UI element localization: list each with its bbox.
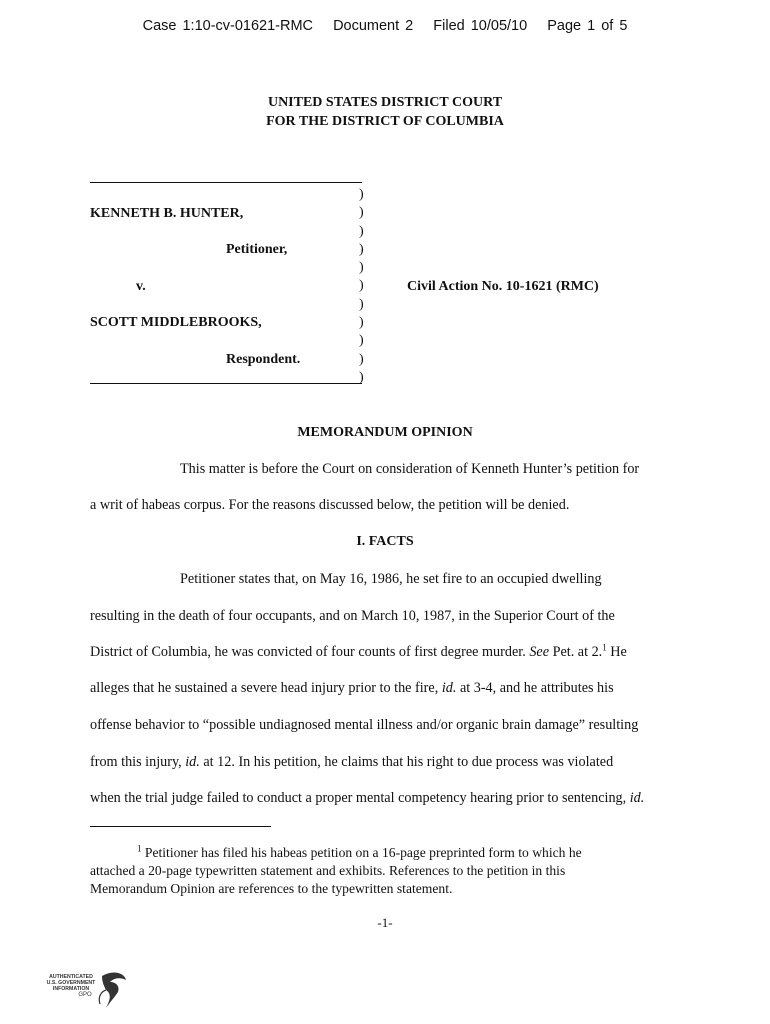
facts-line-1: Petitioner states that, on May 16, 1986, he set fire to an occupied dwelling [180, 571, 602, 587]
cite-id: id. [185, 754, 200, 770]
facts-line-7 [90, 790, 670, 807]
cite-id: id. [629, 790, 645, 806]
facts-line-5: offense behavior to “possible undiagnosed mental illness and/or organic brain damage” resulting [90, 717, 639, 733]
case-header [0, 18, 770, 34]
seal-line-1: AUTHENTICATED [49, 974, 93, 980]
footnote-ref-1: 1 [602, 642, 607, 653]
caption-paren: ) [359, 351, 364, 367]
caption-paren: ) [359, 223, 364, 239]
caption-paren: ) [359, 187, 364, 202]
page-indicator: Page 1 of 5 [547, 18, 628, 34]
seal-line-3: INFORMATION [52, 986, 90, 992]
facts-line-3-end: He [606, 644, 627, 660]
facts-line-4 [90, 680, 670, 697]
gpo-authentication-seal [40, 968, 140, 1012]
caption-paren: ) [359, 369, 364, 385]
caption-paren: ) [359, 278, 364, 294]
caption-paren: ) [359, 333, 364, 349]
respondent-role: Respondent. [226, 352, 301, 367]
seal-line-4: GPO [78, 992, 92, 998]
caption-top-rule [90, 182, 362, 183]
facts-line-7-text: when the trial judge failed to conduct a proper mental competency hearing prior to sentencing, [90, 790, 630, 806]
footnote-text-1: Petitioner has filed his habeas petition on a 16-page preprinted form to which he [141, 845, 582, 860]
caption-paren: ) [359, 241, 364, 257]
filed-date: Filed 10/05/10 [433, 18, 528, 34]
facts-line-6 [90, 754, 670, 771]
respondent-name: SCOTT MIDDLEBROOKS, [90, 315, 262, 330]
intro-line-1: This matter is before the Court on consideration of Kenneth Hunter’s petition for [180, 461, 640, 477]
court-name-line2: FOR THE DISTRICT OF COLUMBIA [266, 114, 504, 129]
eagle-icon [40, 968, 140, 1012]
caption-paren: ) [359, 315, 364, 331]
footnote-line-2: attached a 20-page typewritten statement and exhibits. References to the petition in this [90, 863, 566, 878]
court-name-line1: UNITED STATES DISTRICT COURT [267, 95, 503, 110]
civil-action-number: Civil Action No. 10-1621 (RMC) [407, 279, 599, 294]
caption-paren-column [359, 186, 364, 387]
document-number: Document 2 [333, 18, 414, 34]
footnote-line-1 [137, 844, 582, 862]
facts-line-3 [90, 644, 670, 661]
cite-id: id. [441, 680, 457, 696]
facts-line-6-text: from this injury, [90, 754, 186, 770]
versus: v. [136, 279, 146, 294]
seal-line-2: U.S. GOVERNMENT [46, 980, 96, 986]
facts-line-6-end: at 12. In his petition, he claims that his right to due process was violated [199, 754, 614, 770]
case-number: Case 1:10-cv-01621-RMC [142, 18, 314, 34]
footnote-separator [90, 826, 271, 827]
facts-line-3-text: District of Columbia, he was convicted of four counts of first degree murder. [90, 644, 530, 660]
document-title: MEMORANDUM OPINION [297, 425, 473, 440]
caption-paren: ) [359, 260, 364, 276]
facts-line-2: resulting in the death of four occupants, and on March 10, 1987, in the Superior Court of the [90, 608, 615, 624]
facts-line-3-cite: Pet. at 2. [549, 644, 603, 660]
petitioner-role: Petitioner, [226, 242, 288, 257]
petitioner-name: KENNETH B. HUNTER, [90, 206, 244, 221]
facts-line-4-text: alleges that he sustained a severe head injury prior to the fire, [90, 680, 442, 696]
facts-line-4-end: at 3-4, and he attributes his [456, 680, 614, 696]
signal-see: See [529, 644, 550, 660]
caption-bottom-rule [90, 383, 362, 384]
caption-paren: ) [359, 296, 364, 312]
section-heading-facts: I. FACTS [356, 534, 414, 549]
footnote-line-3: Memorandum Opinion are references to the typewritten statement. [90, 881, 453, 896]
footnote-marker: 1 [137, 843, 142, 854]
intro-line-2: a writ of habeas corpus. For the reasons discussed below, the petition will be denied. [90, 497, 570, 513]
caption-paren: ) [359, 205, 364, 221]
page-number: -1- [377, 915, 393, 930]
